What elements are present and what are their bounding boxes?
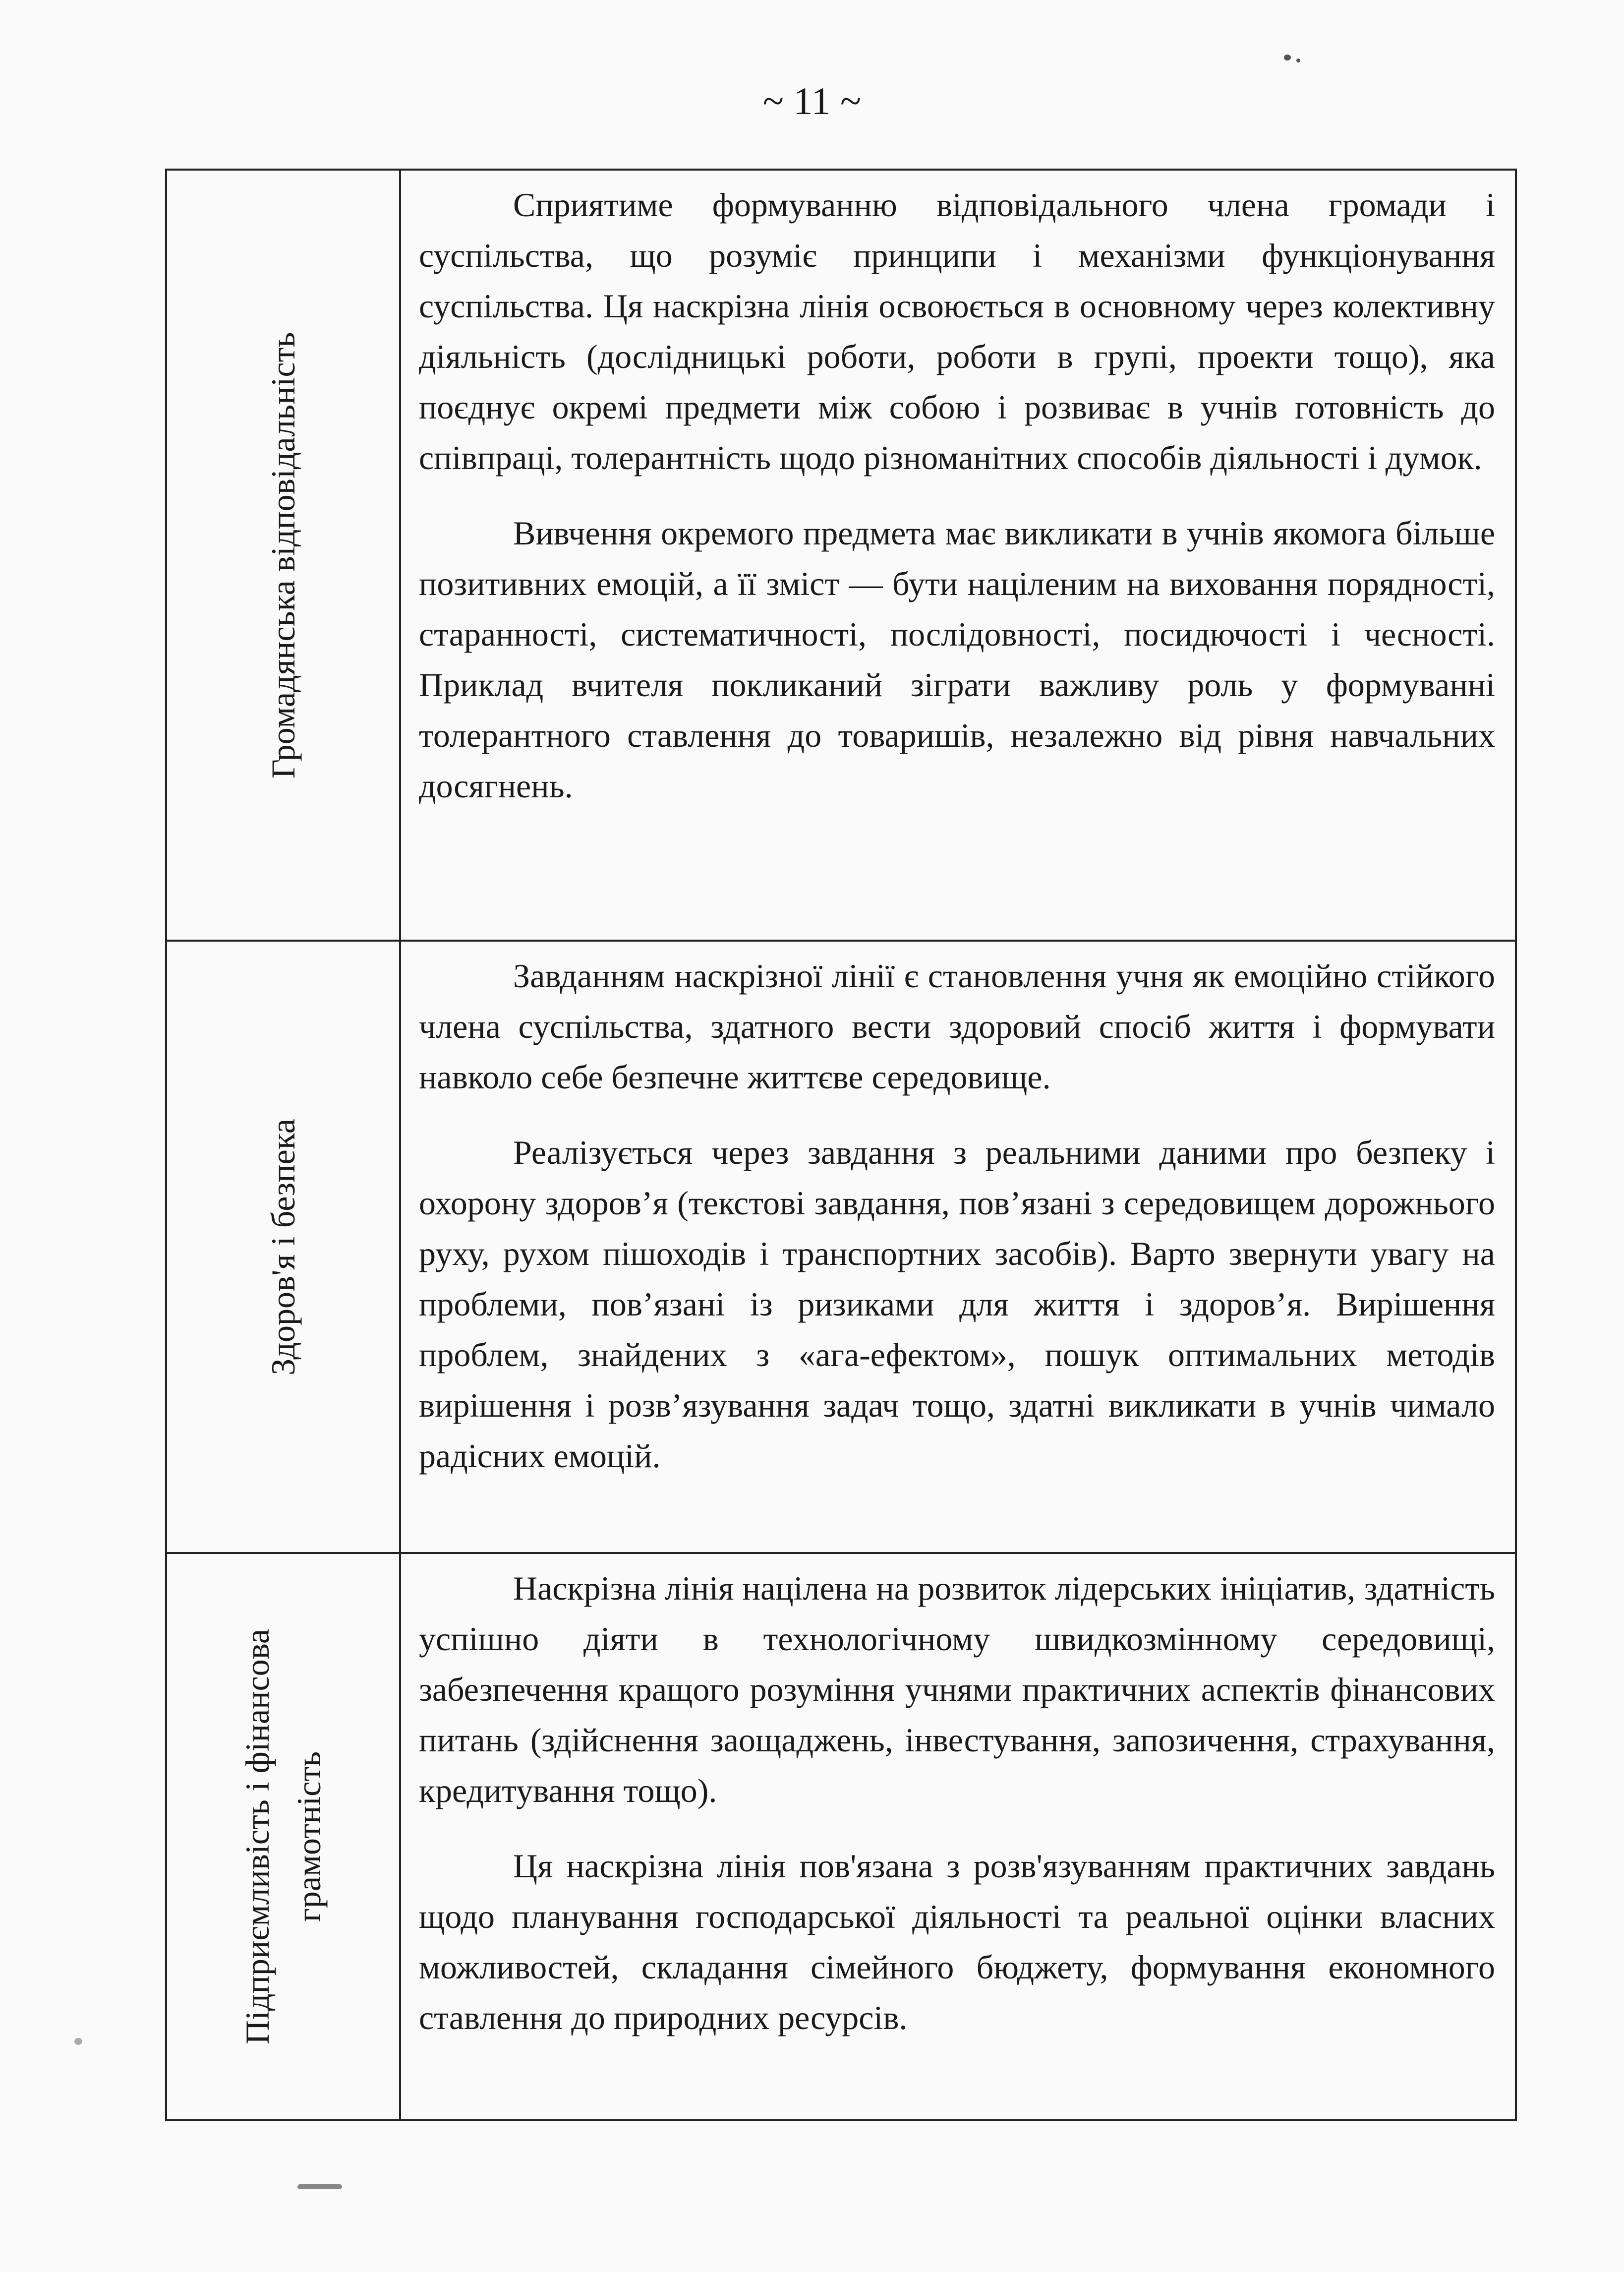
row-label — [232, 1629, 335, 2044]
paragraph: Наскрізна лінія націлена на розвиток лідерських ініціатив, здатність успішно діяти в технологічному швидкозмінному середовищі, забезпечення кращого розуміння учнями практичних аспектів фінансових питань (здійснення заощаджень, інвестування, запозичення, страхування, кредитування тощо). — [419, 1569, 1495, 1809]
row-label: Громадянська відповідальність — [264, 332, 302, 778]
row-content-cell — [400, 941, 1516, 1553]
table-row — [166, 1553, 1516, 2120]
paragraph: Вивчення окремого предмета має викликати в учнів якомога більше позитивних емоцій, а її зміст — бути націленим на виховання порядності, старанності, систематичності, послідовності, посидючості і чесності. Приклад вчителя покликаний зіграти важливу роль у формуванні толерантного ставлення до товаришів, незалежно від рівня навчальних досягнень. — [419, 514, 1495, 805]
paragraph: Реалізується через завдання з реальними даними про безпеку і охорону здоров’я (текстові завдання, пов’язані з середовищем дорожнього руху, рухом пішоходів і транспортних засобів). Варто звернути увагу на проблеми, пов’язані із ризиками для життя і здоров’я. Вирішення проблем, знайдених з «ага-ефектом», пошук оптимальних методів вирішення і розв’язування задач тощо, здатні викликати в учнів чимало радісних емоцій. — [419, 1134, 1495, 1475]
paragraph: Ця наскрізна лінія пов'язана з розв'язуванням практичних завдань щодо планування господарської діяльності та реальної оцінки власних можливостей, складання сімейного бюджету, формування економного ставлення до природних ресурсів. — [419, 1847, 1495, 2036]
scan-speck — [1284, 55, 1291, 60]
paragraph: Завданням наскрізної лінії є становлення учня як емоційно стійкого члена суспільства, здатного вести здоровий спосіб життя і формувати навколо себе безпечне життєве середовище. — [419, 957, 1495, 1096]
page-number: ~ 11 ~ — [762, 79, 862, 122]
scan-speck — [297, 2184, 342, 2189]
row-content-cell — [400, 1553, 1516, 2120]
table-row — [166, 941, 1516, 1553]
scan-speck — [1296, 59, 1300, 62]
row-label-cell — [166, 941, 400, 1553]
table-row — [166, 170, 1516, 941]
row-content-cell — [400, 170, 1516, 941]
row-label-cell — [166, 1553, 400, 2120]
row-label-line: грамотність — [290, 1751, 328, 1922]
scan-speck — [74, 2038, 82, 2045]
row-label-cell — [166, 170, 400, 941]
cross-cutting-lines-table — [165, 169, 1517, 2121]
row-label: Здоров'я і безпека — [264, 1118, 302, 1375]
paragraph: Сприятиме формуванню відповідального члена громади і суспільства, що розуміє принципи і механізми функціонування суспільства. Ця наскрізна лінія освоюється в основному через колективну діяльність (дослідницькі роботи, роботи в групі, проекти тощо), яка поєднує окремі предмети між собою і розвиває в учнів готовність до співпраці, толерантність щодо різноманітних способів діяльності і думок. — [419, 186, 1495, 477]
row-label-line: Підприємливість і фінансова — [238, 1628, 276, 2045]
